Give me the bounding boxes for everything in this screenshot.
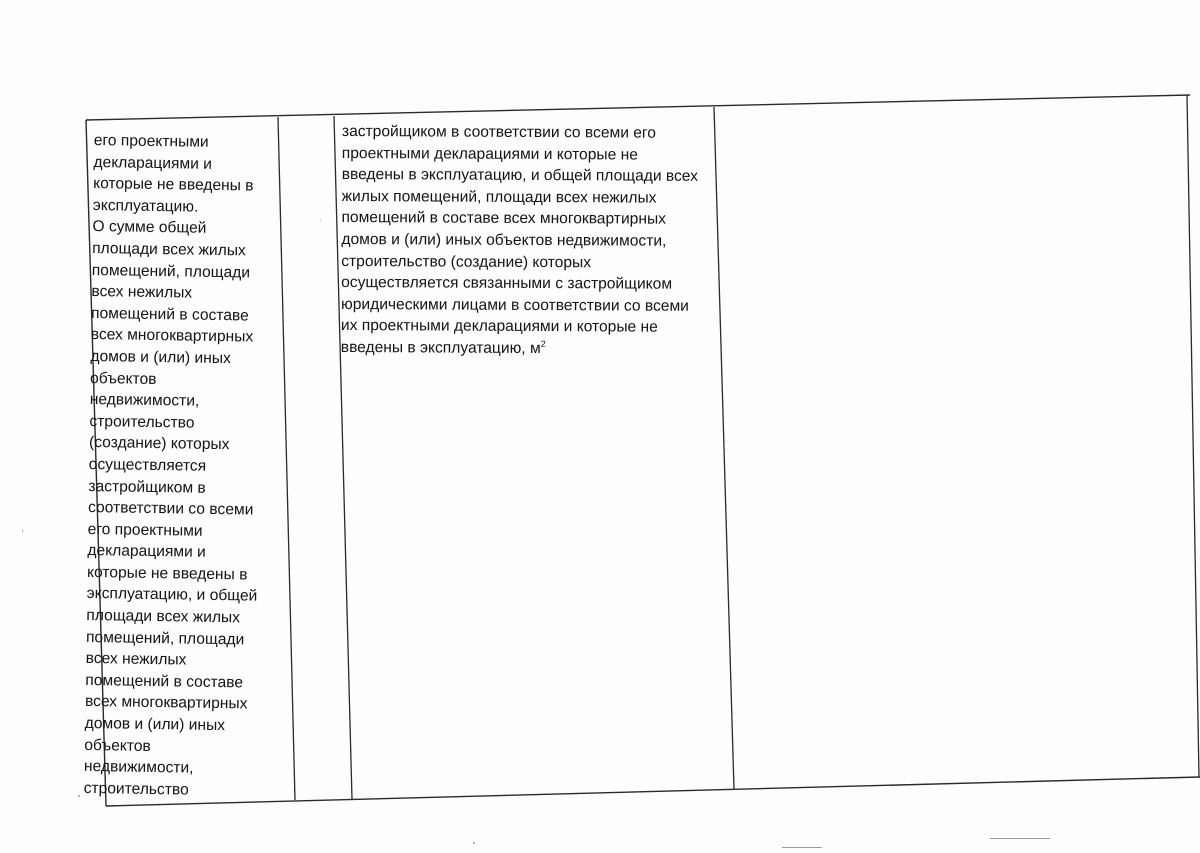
- column-1-line: застройщиком в: [88, 477, 206, 497]
- scan-speck: [78, 795, 80, 797]
- column-divider-3: [714, 107, 734, 789]
- column-3-line: юридическими лицами в соответствии со всеми: [340, 295, 689, 315]
- column-3-line: жилых помещений, площади всех нежилых: [341, 187, 657, 207]
- column-1-line: домов и (или) иных: [90, 347, 231, 368]
- column-1-line: осуществляется: [88, 455, 207, 475]
- scan-speck: [320, 220, 321, 221]
- column-1-line: всех многоквартирных: [90, 326, 254, 346]
- column-1-line: всех многоквартирных: [84, 693, 248, 713]
- column-3-line: осуществляется связанными с застройщиком: [341, 274, 673, 293]
- column-1-line: помещений, площади: [91, 261, 251, 282]
- column-1-line: домов и (или) иных: [84, 714, 226, 735]
- column-1-line: всех нежилых: [91, 283, 193, 302]
- column-1-line: О сумме общей: [92, 218, 207, 238]
- column-3-last-line-text: введены в эксплуатацию, м: [340, 338, 541, 357]
- column-3-line: помещений в составе всех многоквартирных: [341, 209, 667, 229]
- column-1-line: недвижимости,: [83, 758, 194, 777]
- column-1-line: площади всех жилых: [86, 607, 241, 627]
- column-1-line: его проектными: [87, 520, 203, 540]
- column-1-line: эксплуатацию.: [92, 196, 199, 216]
- column-1-line: которые не введены в: [93, 175, 254, 195]
- column-1-line: строительство: [83, 779, 189, 799]
- column-3-line: их проектными декларациями и которые не: [340, 317, 658, 337]
- column-3-text: [341, 121, 712, 360]
- column-1-line: (создание) которых: [88, 434, 230, 454]
- column-1-line: помещений в составе: [85, 671, 244, 692]
- square-metre-superscript: 2: [540, 338, 546, 349]
- column-1-line: строительство: [89, 412, 195, 432]
- column-1-line: которые не введены в: [86, 563, 248, 584]
- column-1-line: площади всех жилых: [92, 239, 246, 260]
- column-1-line: всех нежилых: [85, 650, 187, 669]
- column-1-line: помещений, площади: [85, 628, 245, 649]
- scan-speck: [22, 530, 23, 532]
- column-1-line: декларациями и: [93, 153, 213, 173]
- column-3-line: застройщиком в соответствии со всеми его: [341, 122, 657, 142]
- column-3-last-line: [341, 337, 711, 361]
- table-right-border: [1187, 95, 1199, 777]
- column-3-line: домов и (или) иных объектов недвижимости,: [341, 230, 667, 250]
- scan-speck: [990, 838, 1050, 839]
- column-3-line: проектными декларациями и которые не: [341, 144, 638, 164]
- column-1-line: недвижимости,: [89, 391, 200, 410]
- column-3-line: введены в эксплуатацию, и общей площади всех: [341, 166, 698, 186]
- column-1-line: объектов: [89, 369, 157, 388]
- column-1-text: [83, 130, 283, 802]
- scan-speck: [473, 842, 475, 844]
- column-1-line: эксплуатацию, и общей: [86, 585, 258, 606]
- column-1-line: соответствии со всеми: [87, 499, 254, 519]
- column-3-line: строительство (создание) которых: [341, 252, 592, 271]
- column-1-line: его проектными: [93, 131, 209, 151]
- column-1-line: декларациями и: [87, 542, 206, 562]
- column-1-line: объектов: [84, 736, 151, 755]
- scan-speck: [782, 847, 822, 848]
- table-top-border: [86, 95, 1190, 120]
- column-1-line: помещений в составе: [90, 304, 249, 325]
